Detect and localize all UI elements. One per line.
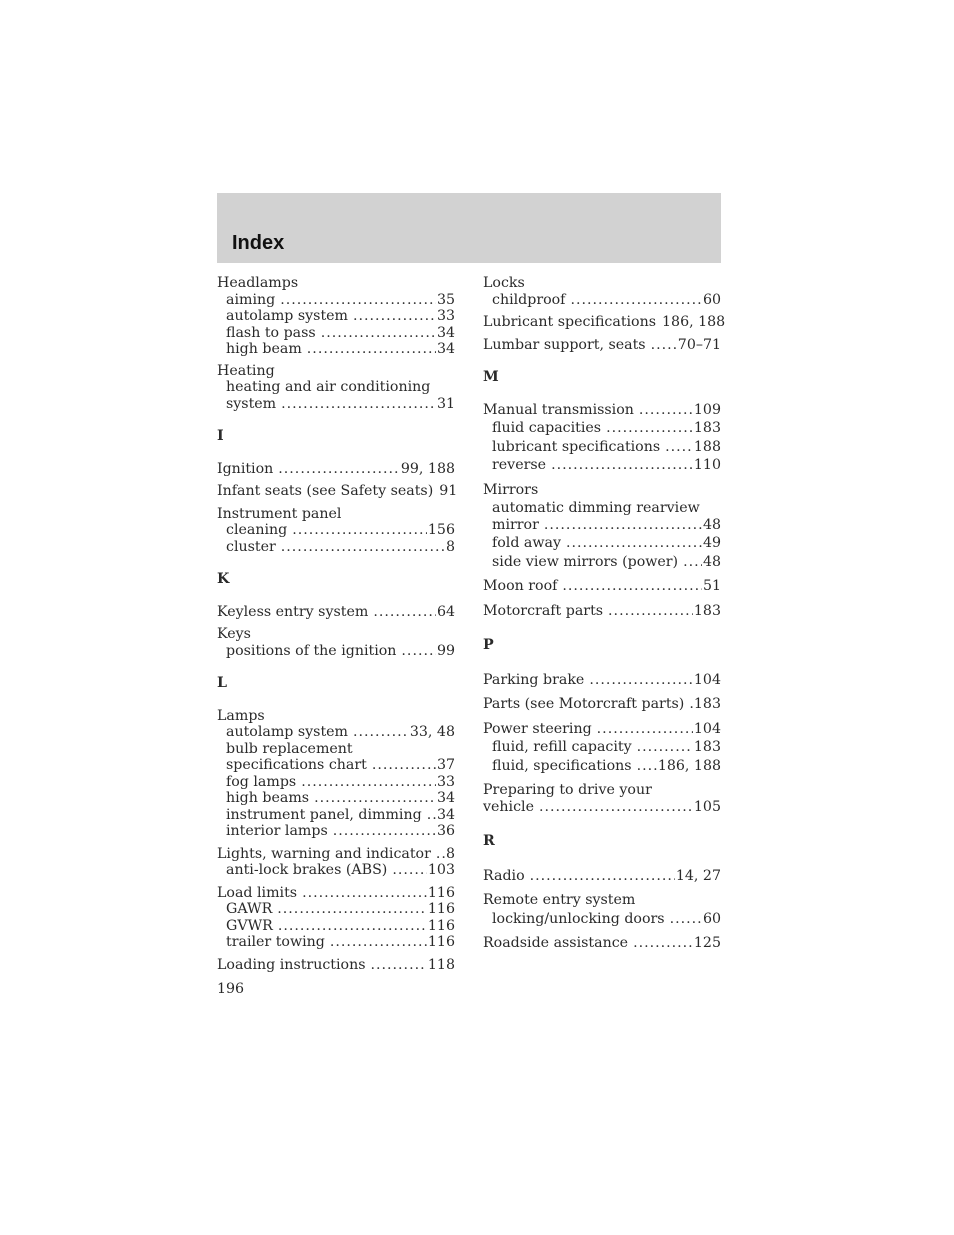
index-entry-autolamp: autolamp system ..... 33 — [217, 308, 455, 325]
index-heading-lamps: Lamps — [217, 707, 265, 724]
index-column-right — [483, 275, 726, 952]
section-letter-i: I — [217, 428, 224, 444]
index-entry-load-limits: Load limits ..... 116 — [217, 885, 455, 902]
page-title: Index — [232, 232, 285, 254]
index-entry-gawr: GAWR ..... 116 — [217, 901, 455, 918]
index-entry-vehicle: vehicle ..... 105 — [483, 799, 721, 816]
index-entry-panel-dimming: instrument panel, dimming ..... 34 — [217, 807, 455, 824]
section-letter-m: M — [483, 369, 499, 385]
index-entry-fog-lamps: fog lamps ..... 33 — [217, 774, 455, 791]
index-entry-parts: Parts (see Motorcraft parts) ..... 183 — [483, 696, 721, 713]
index-entry-mirror: mirror ..... 48 — [483, 517, 721, 534]
index-entry-flash-to-pass: flash to pass ..... 34 — [217, 325, 455, 342]
section-letter-p: P — [483, 637, 494, 653]
index-subheading-heating-ac: heating and air conditioning — [226, 379, 431, 395]
index-entry-gvwr: GVWR ..... 116 — [217, 918, 455, 935]
index-entry-positions-ignition: positions of the ignition ..... 99 — [217, 643, 455, 660]
index-entry-high-beam: high beam ..... 34 — [217, 341, 455, 358]
index-entry-lumbar: Lumbar support, seats ..... 70–71 — [483, 337, 721, 354]
index-entry-ignition: Ignition ..... 99, 188 — [217, 461, 455, 478]
header-band — [217, 193, 721, 263]
index-entry-side-view-mirrors: side view mirrors (power) ..... 48 — [483, 554, 721, 571]
index-entry-childproof: childproof ..... 60 — [483, 292, 721, 309]
index-entry-roadside: Roadside assistance ..... 125 — [483, 935, 721, 952]
index-subheading-auto-dimming: automatic dimming rearview — [492, 500, 700, 516]
index-entry-refill-capacity: fluid, refill capacity ..... 183 — [483, 739, 721, 756]
index-entry-cleaning: cleaning ..... 156 — [217, 522, 455, 539]
index-entry-cluster: cluster ..... 8 — [217, 539, 455, 556]
index-entry-fluid-capacities: fluid capacities ..... 183 — [483, 420, 721, 437]
index-entry-reverse: reverse ..... 110 — [483, 457, 721, 474]
page-number: 196 — [217, 981, 245, 997]
index-heading-mirrors: Mirrors — [483, 481, 539, 498]
index-entry-manual-transmission: Manual transmission ..... 109 — [483, 402, 721, 419]
index-entry-keyless-entry: Keyless entry system ..... 64 — [217, 604, 455, 621]
section-letter-r: R — [483, 833, 495, 849]
index-entry-abs: anti-lock brakes (ABS) ..... 103 — [217, 862, 455, 879]
index-entry-trailer-towing: trailer towing ..... 116 — [217, 934, 455, 951]
index-entry-lubricant-specs: lubricant specifications ..... 188 — [483, 439, 721, 456]
index-entry-power-steering: Power steering ..... 104 — [483, 721, 721, 738]
index-heading-heating: Heating — [217, 362, 275, 379]
index-entry-spec-chart: specifications chart ..... 37 — [217, 757, 455, 774]
index-entry-fluid-specs: fluid, specifications ..... 186, 188 — [483, 758, 721, 775]
index-entry-radio: Radio ..... 14, 27 — [483, 868, 721, 885]
index-entry-system: system ..... 31 — [217, 396, 455, 413]
index-heading-keys: Keys — [217, 626, 251, 642]
index-heading-preparing: Preparing to drive your — [483, 782, 652, 798]
index-heading-instrument-panel: Instrument panel — [217, 505, 342, 522]
index-entry-parking-brake: Parking brake ..... 104 — [483, 672, 721, 689]
index-column-left — [217, 275, 458, 973]
index-entry-lights-warning: Lights, warning and indicator ..... 8 — [217, 846, 455, 863]
index-entry-interior-lamps: interior lamps ..... 36 — [217, 823, 455, 840]
index-entry-moon-roof: Moon roof ..... 51 — [483, 578, 721, 595]
index-entry-lubricant: Lubricant specifications 186, 188 — [483, 314, 726, 330]
index-heading-locks: Locks — [483, 275, 525, 291]
index-entry-high-beams: high beams ..... 34 — [217, 790, 455, 807]
index-entry-lamps-autolamp: autolamp system ..... 33, 48 — [217, 724, 455, 741]
index-entry-fold-away: fold away ..... 49 — [483, 535, 721, 552]
section-letter-k: K — [217, 571, 230, 587]
index-heading-remote-entry: Remote entry system — [483, 892, 636, 908]
index-entry-infant-seats: Infant seats (see Safety seats) 91 — [217, 483, 458, 499]
index-entry-aiming: aiming ..... 35 — [217, 292, 455, 309]
index-entry-loading-instructions: Loading instructions ..... 118 — [217, 957, 455, 974]
index-heading-headlamps: Headlamps — [217, 275, 299, 291]
index-subheading-bulb-replacement: bulb replacement — [226, 740, 353, 757]
index-entry-motorcraft-parts: Motorcraft parts ..... 183 — [483, 603, 721, 620]
section-letter-l: L — [217, 675, 227, 691]
index-entry-locking-doors: locking/unlocking doors ..... 60 — [483, 911, 721, 928]
